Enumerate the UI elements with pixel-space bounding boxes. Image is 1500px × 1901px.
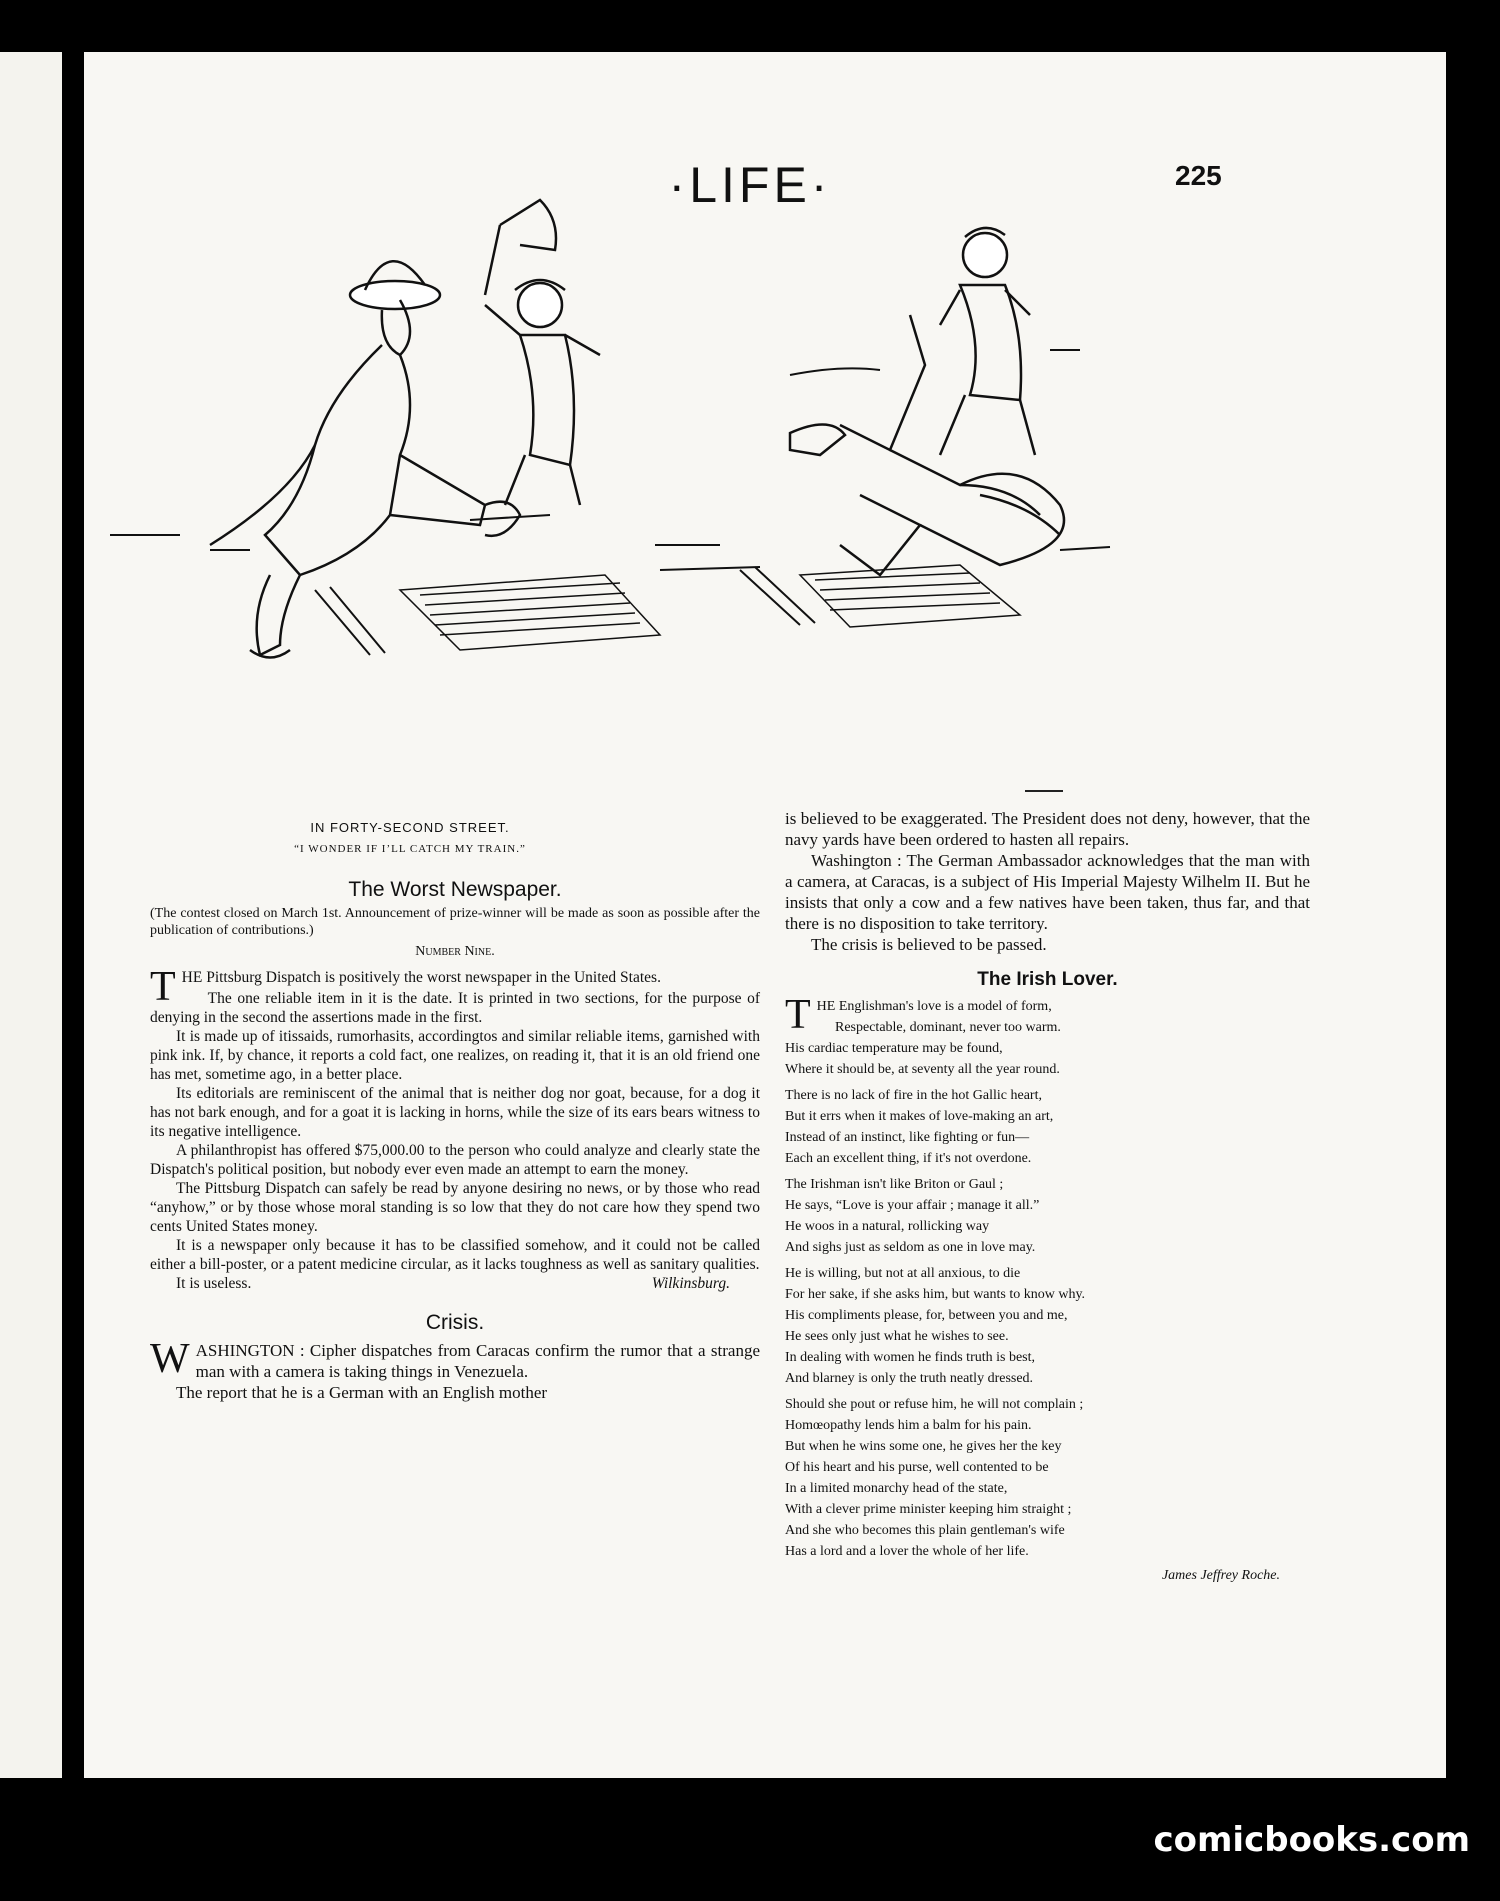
paragraph: is believed to be exaggerated. The President does not deny, however, that the navy yards have been ordered to hasten all repairs. [785,809,1310,849]
poem-line: He is willing, but not at all anxious, to die [785,1266,1021,1281]
number-label: Number Nine. [415,944,495,959]
poem-line: There is no lack of fire in the hot Gallic heart, [785,1088,1042,1103]
poem [785,992,1310,1562]
poem-signature: James Jeffrey Roche. [1161,1568,1280,1583]
signature: Wilkinsburg. [651,1275,730,1292]
paragraph: ASHINGTON : Cipher dispatches from Caracas confirm the rumor that a strange man with a camera is taking things in Venezuela. [195,1341,760,1381]
paragraph: Washington : The German Ambassador acknowledges that the man with a camera, at Caracas, is a subject of His Imperial Majesty Wilhelm II. But he insists that only a cow and a few natives have been taken, thus far, and that there is no disposition to take territory. [785,851,1310,933]
poem-line: In a limited monarchy head of the state, [785,1481,1008,1496]
poem-line: THE Englishman's love is a model of form, [785,992,1052,1038]
poem-line: His compliments please, for, between you and me, [785,1308,1068,1323]
poem-line: Of his heart and his purse, well contented to be [785,1460,1049,1475]
shouting-man-figure [940,228,1080,455]
manhole-opening-right [800,565,1020,627]
previous-page-edge [0,52,62,1778]
poem-stanza [785,992,1310,1080]
article-heading-crisis: Crisis. [425,1311,485,1334]
poem-line: In dealing with women he finds truth is best, [785,1350,1036,1365]
paragraph: The report that he is a German with an English mother [176,1383,548,1402]
poem-line: His cardiac temperature may be found, [785,1041,1003,1056]
dropcap-w: W [150,1336,190,1382]
paragraph: HE Pittsburg Dispatch is positively the worst newspaper in the United States. [181,969,661,986]
masthead: ·LIFE· [668,157,832,213]
cartoon-title: IN FORTY-SECOND STREET. [310,820,510,835]
poem-line: Where it should be, at seventy all the year round. [785,1062,1060,1077]
poem-stanza [785,1263,1310,1389]
cartoon-caption: “I WONDER IF I’LL CATCH MY TRAIN.” [294,843,526,855]
closing-line: It is useless. [176,1275,252,1292]
watermark: comicbooks.com [1153,1820,1470,1860]
paragraph: The Pittsburg Dispatch can safely be read by anyone desiring no news, or by those who read “anyhow,” or by those whose moral standing is so low that they do not care how they spend two cents United States money. [150,1180,760,1235]
cartoon-illustration [100,195,1330,795]
article-heading-irish-lover: The Irish Lover. [977,969,1118,990]
poem-line: With a clever prime minister keeping him straight ; [785,1502,1072,1517]
waving-man-figure [485,200,600,505]
poem-line: He sees only just what he wishes to see. [785,1329,1009,1344]
paragraph: It is made up of itissaids, rumorhasits, accordingtos and similar reliable items, garnished with pink ink. If, by chance, it reports a cold fact, one realizes, on reading it, that it is an old friend one has met, sometime ago, in a better place. [150,1028,760,1083]
poem-stanza [785,1174,1310,1258]
running-man-figure [210,261,520,657]
poem-line: He woos in a natural, rollicking way [785,1219,990,1234]
poem-line: He says, “Love is your affair ; manage it all.” [785,1198,1040,1213]
paragraph: It is a newspaper only because it has to be classified somehow, and it could not be called either a bill-poster, or a patent medicine circular, as it lacks toughness as well as sanitary qualities. [150,1237,760,1273]
paragraph: A philanthropist has offered $75,000.00 to the person who could analyze and clearly state the Dispatch's political position, but nobody ever even made an attempt to earn the money. [150,1142,760,1178]
paragraph: The crisis is believed to be passed. [811,935,1047,954]
dropcap-t: T [785,992,811,1038]
poem-line: Instead of an instinct, like fighting or fun— [785,1130,1030,1145]
separator-rule [1025,790,1063,792]
poem-line: Has a lord and a lover the whole of her life. [785,1544,1029,1559]
falling-man-figure [790,315,1064,575]
poem-line: And sighs just as seldom as one in love may. [785,1240,1036,1255]
poem-line: And she who becomes this plain gentleman's wife [785,1523,1065,1538]
paragraph: The one reliable item in it is the date. It is printed in two sections, for the purpose of denying in the second the assertions made in the first. [150,990,760,1026]
paragraph: Its editorials are reminiscent of the animal that is neither dog nor goat, because, for a dog it has not bark enough, and for a goat it is lacking in horns, while the size of its ears bears witness to its negative intelligence. [150,1085,760,1140]
poem-line: Each an excellent thing, if it's not overdone. [785,1151,1032,1166]
right-column [785,808,1310,1584]
poem-line: But it errs when it makes of love-making an art, [785,1109,1054,1124]
poem-stanza [785,1085,1310,1169]
page-number: 225 [1175,160,1222,191]
poem-line: Should she pout or refuse him, he will not complain ; [785,1397,1084,1412]
poem-line: Respectable, dominant, never too warm. [835,1020,1061,1035]
poem-line: And blarney is only the truth neatly dressed. [785,1371,1034,1386]
poem-line: Homœopathy lends him a balm for his pain. [785,1418,1032,1433]
poem-line: The Irishman isn't like Briton or Gaul ; [785,1177,1004,1192]
contest-note: (The contest closed on March 1st. Announcement of prize-winner will be made as soon as possible after the publication of contributions.) [150,906,760,938]
article-heading-worst-newspaper: The Worst Newspaper. [348,878,562,901]
poem-line: For her sake, if she asks him, but wants to know why. [785,1287,1086,1302]
poem-line: But when he wins some one, he gives her the key [785,1439,1062,1454]
dropcap-t: T [150,964,176,1010]
manhole-opening [400,575,660,650]
left-column [150,880,760,1403]
poem-stanza [785,1394,1310,1562]
